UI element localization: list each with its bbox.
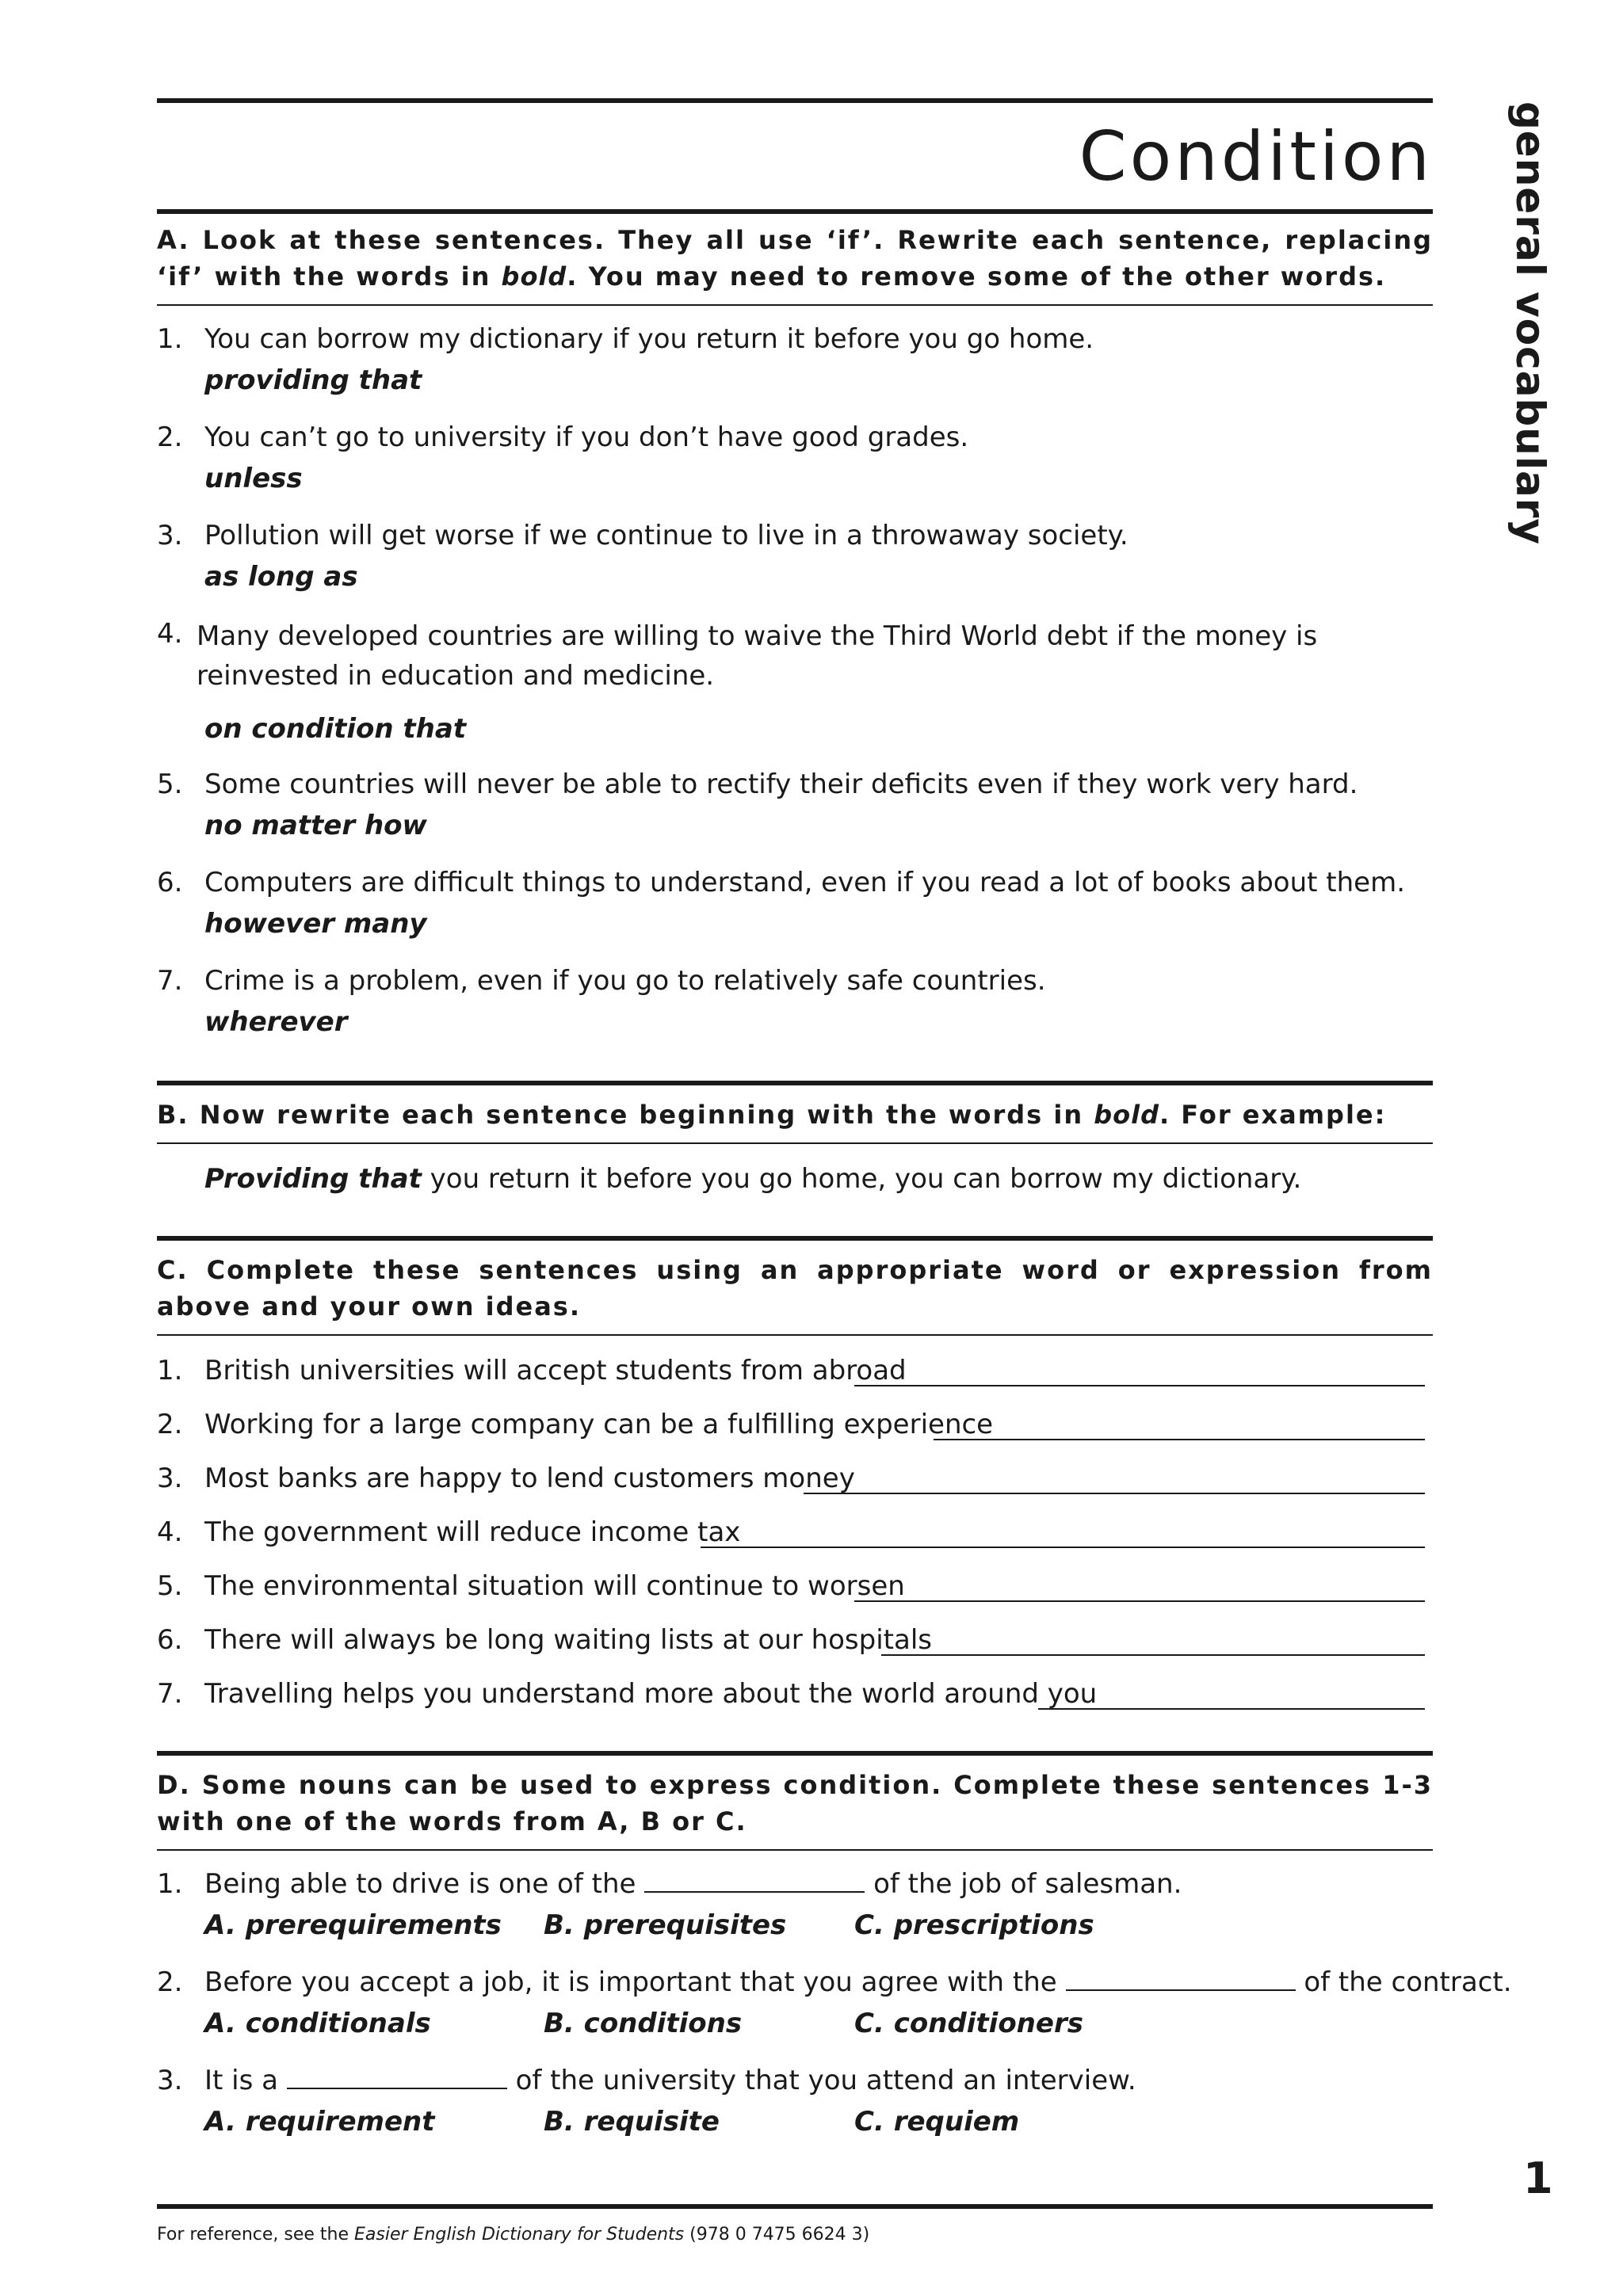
item-number: 7. <box>157 1678 183 1710</box>
section-b-instruction <box>157 1097 1433 1133</box>
page-title: Condition <box>1079 117 1433 196</box>
item-text: The government will reduce income tax <box>204 1516 741 1548</box>
section-d-rule <box>157 1849 1433 1851</box>
item-number: 5. <box>157 769 183 800</box>
instruction-text: D. Some nouns can be used to express condition. Complete these sentences 1-3 with one of the words from A, B or C. <box>157 1770 1433 1836</box>
instruction-text: . For example: <box>1159 1100 1387 1130</box>
option-c[interactable]: C. conditioners <box>854 2008 1083 2039</box>
footer-text: For reference, see the <box>157 2225 355 2245</box>
item-number: 1. <box>157 1355 183 1386</box>
answer-blank[interactable] <box>287 2065 507 2089</box>
item-number: 1. <box>157 1868 183 1900</box>
section-d-top-rule <box>157 1751 1433 1756</box>
item-text: Working for a large company can be a fulfilling experience <box>204 1409 994 1440</box>
option-a[interactable]: A. prerequirements <box>204 1909 502 1941</box>
section-b-example <box>204 1161 1301 1196</box>
instruction-emphasis: bold <box>1094 1100 1159 1130</box>
footer-reference <box>157 2225 869 2245</box>
item-number: 3. <box>157 1463 183 1494</box>
item-text: Most banks are happy to lend customers money <box>204 1463 855 1494</box>
item-text: Many developed countries are willing to waive the Third World debt if the money is reinvested in education and medicine. <box>197 620 1318 692</box>
sentence-end: of the contract. <box>1304 1966 1512 1998</box>
example-text: you return it before you go home, you can borrow my dictionary. <box>421 1163 1302 1195</box>
section-a-cue: no matter how <box>204 810 427 841</box>
answer-blank[interactable] <box>644 1869 865 1893</box>
sentence-end: of the university that you attend an interview. <box>515 2065 1136 2096</box>
answer-line[interactable] <box>701 1547 1425 1548</box>
section-c-top-rule <box>157 1236 1433 1241</box>
section-a-cue: providing that <box>204 364 422 396</box>
item-number: 5. <box>157 1570 183 1602</box>
item-text: You can’t go to university if you don’t have good grades. <box>204 421 969 453</box>
instruction-text: . You may need to remove some of the other words. <box>567 261 1387 292</box>
section-a-instruction <box>157 222 1433 295</box>
footer-book-title: Easier English Dictionary for Students <box>354 2225 685 2245</box>
item-text: Some countries will never be able to rectify their deficits even if they work very hard. <box>204 769 1358 800</box>
answer-blank[interactable] <box>1066 1967 1296 1991</box>
item-text <box>204 1965 1512 2000</box>
item-number: 2. <box>157 421 183 453</box>
item-number: 7. <box>157 965 183 997</box>
instruction-text: A. Look at these sentences. They all use ‘if’. Rewrite each sentence, replacing ‘if’ with the words in <box>157 225 1433 292</box>
item-text <box>204 1867 1182 1901</box>
answer-line[interactable] <box>854 1385 1425 1386</box>
instruction-text: B. Now rewrite each sentence beginning with the words in <box>157 1100 1094 1130</box>
item-number: 6. <box>157 867 183 898</box>
section-b-top-rule <box>157 1081 1433 1085</box>
sentence-end: of the job of salesman. <box>873 1868 1182 1900</box>
section-a-cue: however many <box>204 908 427 940</box>
answer-line[interactable] <box>881 1654 1425 1656</box>
option-a[interactable]: A. conditionals <box>204 2008 431 2039</box>
option-a[interactable]: A. requirement <box>204 2106 435 2138</box>
option-b[interactable]: B. prerequisites <box>544 1909 787 1941</box>
item-text: Computers are difficult things to understand, even if you read a lot of books about them. <box>204 867 1406 898</box>
page-number: 1 <box>1523 2153 1553 2203</box>
instruction-text: C. Complete these sentences using an appropriate word or expression from above and your own ideas. <box>157 1255 1433 1322</box>
item-text: You can borrow my dictionary if you return it before you go home. <box>204 323 1094 355</box>
footer-rule <box>157 2204 1433 2209</box>
item-number: 2. <box>157 1966 183 1998</box>
section-b-rule <box>157 1142 1433 1144</box>
side-label: general vocabulary <box>1507 101 1553 545</box>
section-a-rule <box>157 304 1433 306</box>
section-a-cue: on condition that <box>204 713 467 745</box>
section-a-cue: as long as <box>204 561 358 593</box>
option-c[interactable]: C. requiem <box>854 2106 1020 2138</box>
example-lead: Providing that <box>204 1163 422 1195</box>
item-number: 2. <box>157 1409 183 1440</box>
answer-line[interactable] <box>854 1600 1425 1602</box>
section-c-instruction <box>157 1252 1433 1325</box>
top-rule <box>157 98 1433 103</box>
title-rule <box>157 209 1433 214</box>
section-d-instruction <box>157 1767 1433 1840</box>
item-number: 3. <box>157 520 183 551</box>
item-number: 6. <box>157 1624 183 1656</box>
option-b[interactable]: B. conditions <box>544 2008 743 2039</box>
sentence-start: It is a <box>204 2065 278 2096</box>
section-a-cue: unless <box>204 463 303 494</box>
item-text: Crime is a problem, even if you go to relatively safe countries. <box>204 965 1046 997</box>
item-text: British universities will accept students from abroad <box>204 1355 907 1386</box>
answer-line[interactable] <box>1038 1708 1425 1710</box>
item-text: Travelling helps you understand more about the world around you <box>204 1678 1098 1710</box>
answer-line[interactable] <box>804 1493 1425 1494</box>
instruction-emphasis: bold <box>501 261 567 292</box>
section-c-rule <box>157 1334 1433 1336</box>
sentence-start: Before you accept a job, it is important that you agree with the <box>204 1966 1057 1998</box>
sentence-start: Being able to drive is one of the <box>204 1868 636 1900</box>
option-c[interactable]: C. prescriptions <box>854 1909 1094 1941</box>
item-number: 4. <box>157 618 183 650</box>
item-number: 1. <box>157 323 183 355</box>
item-text <box>204 2063 1136 2098</box>
item-number: 3. <box>157 2065 183 2096</box>
item-text: The environmental situation will continue to worsen <box>204 1570 905 1602</box>
item-number: 4. <box>157 1516 183 1548</box>
section-a-cue: wherever <box>204 1006 348 1038</box>
option-b[interactable]: B. requisite <box>544 2106 720 2138</box>
item-text: There will always be long waiting lists at our hospitals <box>204 1624 932 1656</box>
item-text: Pollution will get worse if we continue to live in a throwaway society. <box>204 520 1128 551</box>
answer-line[interactable] <box>934 1439 1425 1440</box>
footer-text: (978 0 7475 6624 3) <box>684 2225 870 2245</box>
